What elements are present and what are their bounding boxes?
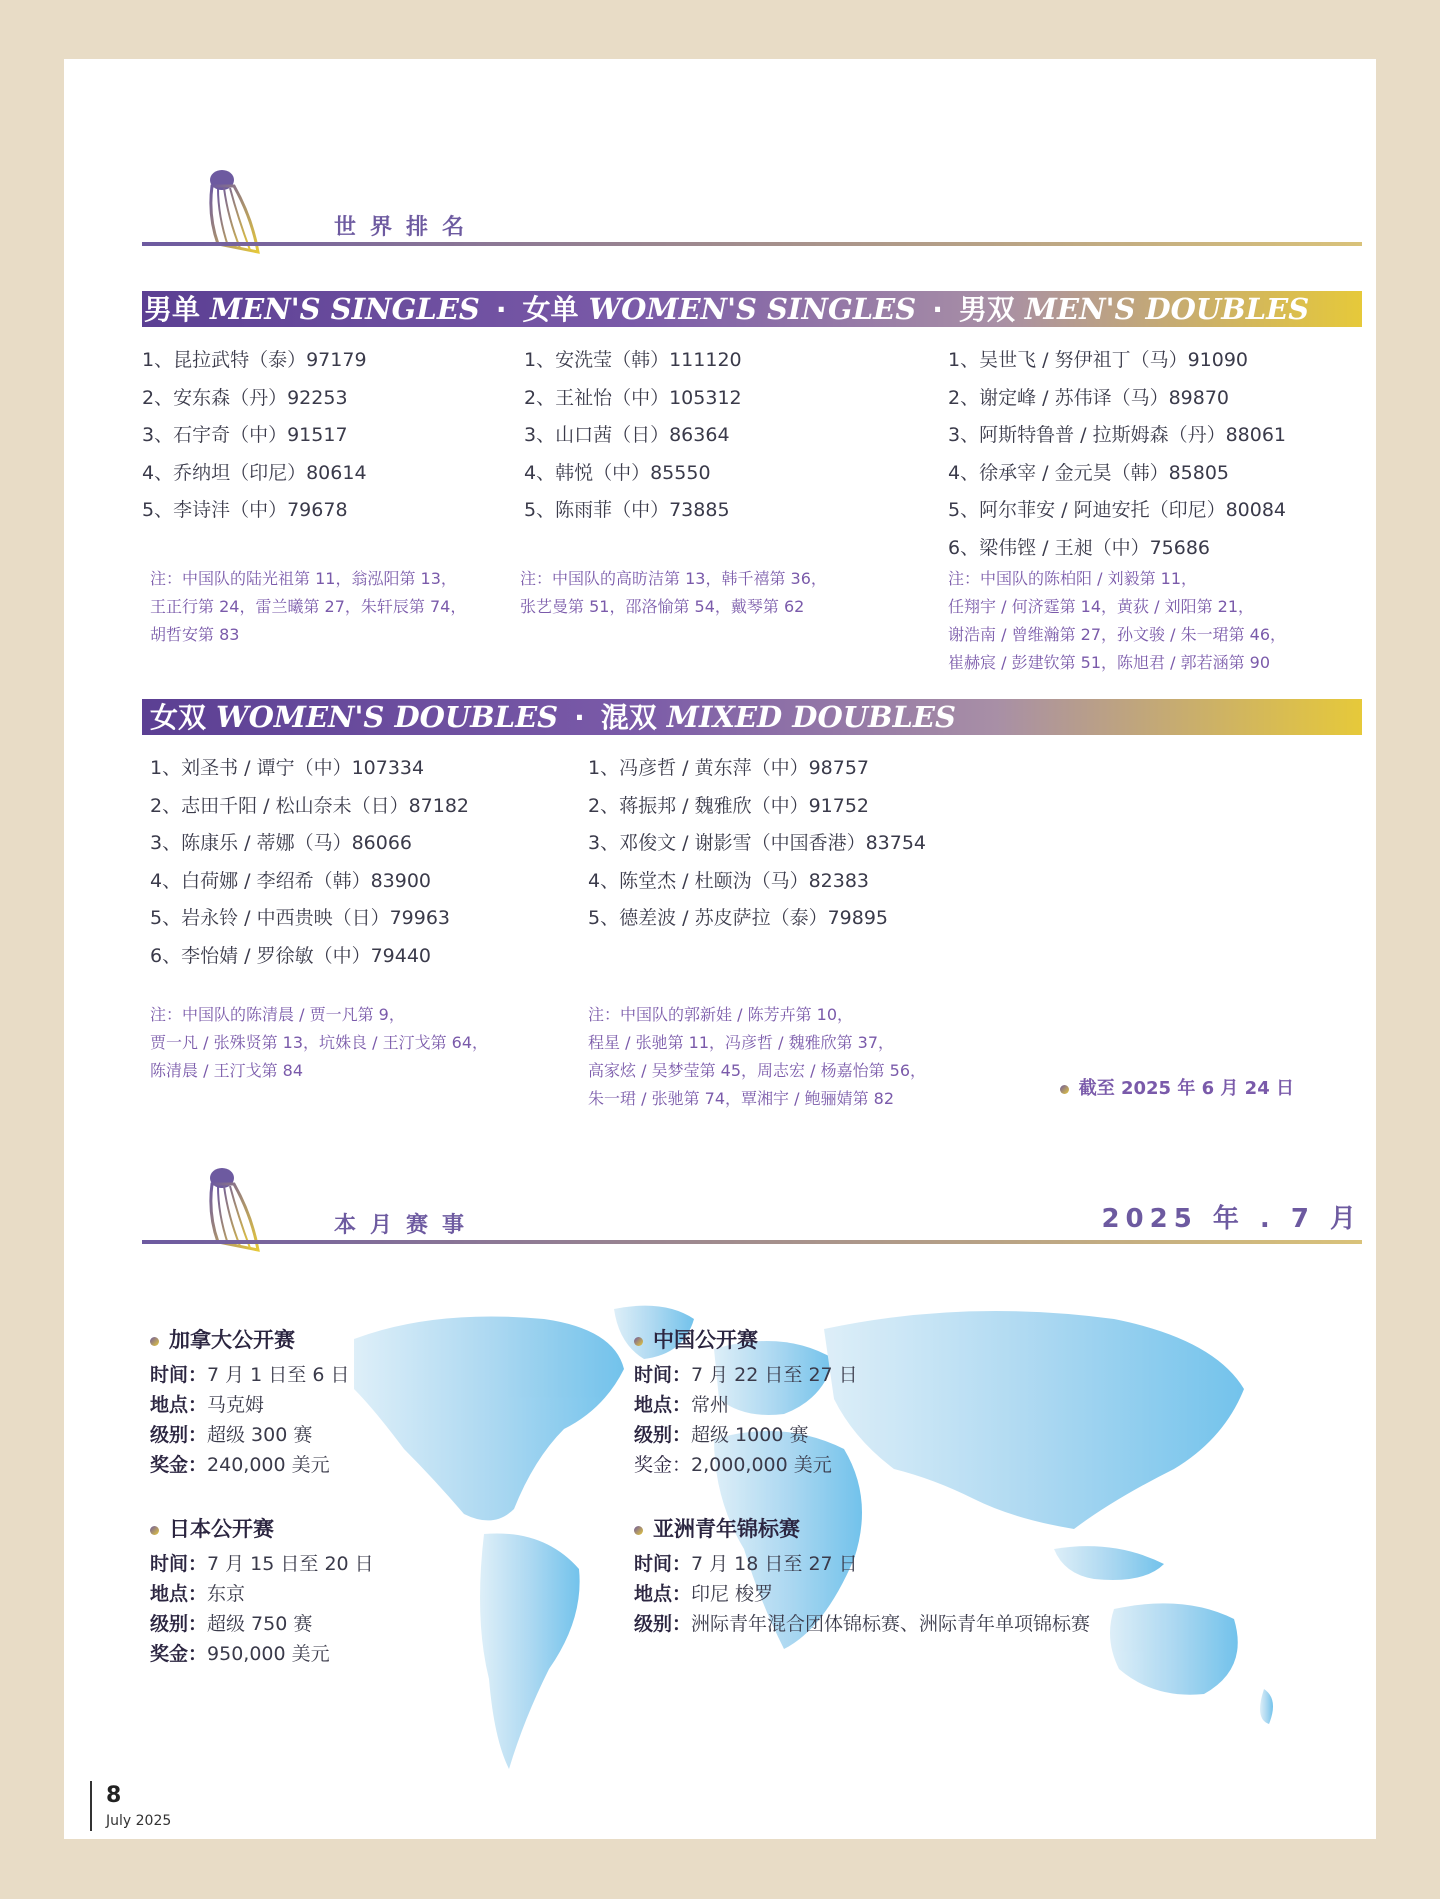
- category-bar-singles-doubles: [142, 291, 1362, 327]
- issue-date: July 2025: [106, 1813, 172, 1829]
- cutoff-date: 截至 2025 年 6 月 24 日: [1060, 1074, 1294, 1100]
- bar-sep: ·: [495, 293, 507, 326]
- event-place: 印尼 梭罗: [691, 1583, 774, 1605]
- event-title: 日本公开赛: [169, 1517, 274, 1541]
- bullet-icon: [634, 1526, 643, 1535]
- header-divider: [142, 1240, 1362, 1244]
- rank-item: 1、冯彦哲 / 黄东萍（中）98757: [588, 757, 870, 779]
- rank-item: 5、李诗沣（中）79678: [142, 499, 348, 521]
- rank-item: 4、徐承宰 / 金元昊（韩）85805: [948, 461, 1230, 484]
- event-time: 7 月 22 日至 27 日: [691, 1364, 858, 1386]
- rank-item: 3、邓俊文 / 谢影雪（中国香港）83754: [588, 832, 927, 854]
- event-level: 超级 1000 赛: [691, 1424, 809, 1446]
- events-title: 本月赛事: [334, 1213, 479, 1238]
- note-womens-singles: 注：中国队的高昉洁第 13，韩千禧第 36， 张艺曼第 51，邵洛愉第 54，戴琴第 62: [520, 569, 827, 616]
- event-place: 常州: [691, 1394, 730, 1416]
- bullet-icon: [150, 1337, 159, 1346]
- note-mixed-doubles: 注：中国队的郭新娃 / 陈芳卉第 10， 程星 / 张驰第 11，冯彦哲 / 魏雅欣第 37， 高家炫 / 吴梦莹第 45，周志宏 / 杨嘉怡第 56， 朱一珺 / 张驰第 74，覃湘宇 / 鲍骊婧第 82: [588, 1005, 927, 1108]
- rank-item: 3、阿斯特鲁普 / 拉斯姆森（丹）88061: [948, 424, 1287, 446]
- note-mens-doubles: 注：中国队的陈柏阳 / 刘毅第 11， 任翔宇 / 何济霆第 14，黄荻 / 刘阳第 21， 谢浩南 / 曾维瀚第 27，孙文骏 / 朱一珺第 46， 崔赫宸 / 彭建钦第 51，陈旭君 / 郭若涵第 90: [948, 569, 1287, 672]
- mens-doubles-list: [948, 342, 1286, 567]
- xd-en: MIXED DOUBLES: [666, 700, 956, 734]
- event-title: 亚洲青年锦标赛: [653, 1517, 800, 1541]
- event-time: 7 月 1 日至 6 日: [207, 1364, 350, 1386]
- event-level: 超级 300 赛: [207, 1424, 313, 1446]
- rank-item: 2、志田千阳 / 松山奈未（日）87182: [150, 794, 470, 817]
- event-time: 7 月 18 日至 27 日: [691, 1553, 858, 1575]
- wd-cn: 女双: [150, 701, 207, 734]
- event-title: 加拿大公开赛: [169, 1328, 295, 1352]
- ms-en: MEN'S SINGLES: [210, 292, 480, 326]
- event-prize: 2,000,000 美元: [691, 1454, 832, 1476]
- note-mens-singles: 注：中国队的陆光祖第 11，翁泓阳第 13， 王正行第 24，雷兰曦第 27，朱轩辰第 74， 胡哲安第 83: [150, 569, 467, 644]
- event-place: 马克姆: [207, 1394, 265, 1416]
- rank-item: 5、阿尔菲安 / 阿迪安托（印尼）80084: [948, 499, 1287, 521]
- event-level: 洲际青年混合团体锦标赛、洲际青年单项锦标赛: [691, 1613, 1091, 1635]
- rank-item: 1、安洗莹（韩）111120: [524, 349, 742, 371]
- event-card: 中国公开赛 时间：7 月 22 日至 27 日 地点：常州 级别：超级 1000 赛 奖金：2,000,000 美元: [634, 1328, 858, 1476]
- md-cn: 男双: [958, 293, 1015, 326]
- magazine-page: [64, 59, 1376, 1839]
- ws-cn: 女单: [522, 293, 579, 326]
- womens-singles-list: [524, 342, 742, 530]
- event-prize: 240,000 美元: [207, 1454, 330, 1476]
- rank-item: 1、刘圣书 / 谭宁（中）107334: [150, 757, 425, 779]
- header-divider: [142, 242, 1362, 246]
- mens-singles-list: [142, 342, 367, 530]
- rank-item: 4、韩悦（中）85550: [524, 461, 711, 484]
- rank-item: 2、蒋振邦 / 魏雅欣（中）91752: [588, 794, 870, 817]
- event-place: 东京: [207, 1583, 246, 1605]
- rank-item: 3、山口茜（日）86364: [524, 424, 730, 446]
- page-number: 8: [106, 1783, 122, 1808]
- rank-item: 1、吴世飞 / 努伊祖丁（马）91090: [948, 349, 1249, 371]
- event-time: 7 月 15 日至 20 日: [207, 1553, 374, 1575]
- md-en: MEN'S DOUBLES: [1024, 292, 1310, 326]
- mixed-doubles-list: [588, 750, 926, 938]
- category-bar-doubles: [142, 699, 1362, 735]
- event-level: 超级 750 赛: [207, 1613, 313, 1635]
- rankings-header: [142, 166, 1362, 266]
- ms-cn: 男单: [144, 293, 201, 326]
- bullet-icon: [150, 1526, 159, 1535]
- rankings-title: 世界排名: [334, 215, 479, 240]
- bar-sep: ·: [932, 293, 943, 326]
- event-title: 中国公开赛: [653, 1328, 758, 1352]
- rank-item: 1、昆拉武特（泰）97179: [142, 349, 367, 371]
- events-month: 2025 年 . 7 月: [1101, 1204, 1362, 1234]
- wd-en: WOMEN'S DOUBLES: [216, 700, 559, 734]
- note-womens-doubles: 注：中国队的陈清晨 / 贾一凡第 9， 贾一凡 / 张殊贤第 13，坑姝良 / 王汀戈第 64， 陈清晨 / 王汀戈第 84: [150, 1005, 489, 1080]
- event-prize: 950,000 美元: [207, 1643, 330, 1665]
- rank-item: 6、李怡婧 / 罗徐敏（中）79440: [150, 944, 432, 967]
- rank-item: 3、陈康乐 / 蒂娜（马）86066: [150, 832, 413, 854]
- event-card: 加拿大公开赛 时间：7 月 1 日至 6 日 地点：马克姆 级别：超级 300 赛 奖金：240,000 美元: [150, 1328, 350, 1476]
- bar-sep: ·: [574, 701, 585, 734]
- rank-item: 6、梁伟铿 / 王昶（中）75686: [948, 536, 1211, 559]
- xd-cn: 混双: [600, 701, 657, 734]
- ws-en: WOMEN'S SINGLES: [588, 292, 917, 326]
- events-header: [142, 1164, 1362, 1264]
- rank-item: 2、王祉怡（中）105312: [524, 386, 742, 409]
- event-card: 亚洲青年锦标赛 时间：7 月 18 日至 27 日 地点：印尼 梭罗 级别：洲际青年混合团体锦标赛、洲际青年单项锦标赛: [634, 1517, 1091, 1635]
- rank-item: 2、谢定峰 / 苏伟译（马）89870: [948, 386, 1230, 409]
- event-card: 日本公开赛 时间：7 月 15 日至 20 日 地点：东京 级别：超级 750 赛 奖金：950,000 美元: [150, 1517, 374, 1665]
- footer-rule: [90, 1781, 92, 1831]
- womens-doubles-list: [150, 750, 469, 975]
- rank-item: 4、乔纳坦（印尼）80614: [142, 461, 367, 484]
- bullet-icon: [634, 1337, 643, 1346]
- rank-item: 2、安东森（丹）92253: [142, 386, 348, 409]
- bullet-icon: [1060, 1085, 1069, 1094]
- rank-item: 5、陈雨菲（中）73885: [524, 499, 730, 521]
- rank-item: 5、岩永铃 / 中西贵映（日）79963: [150, 907, 451, 929]
- rank-item: 4、陈堂杰 / 杜颐沩（马）82383: [588, 869, 870, 892]
- rank-item: 3、石宇奇（中）91517: [142, 424, 348, 446]
- rank-item: 4、白荷娜 / 李绍希（韩）83900: [150, 869, 432, 892]
- rank-item: 5、德差波 / 苏皮萨拉（泰）79895: [588, 907, 889, 929]
